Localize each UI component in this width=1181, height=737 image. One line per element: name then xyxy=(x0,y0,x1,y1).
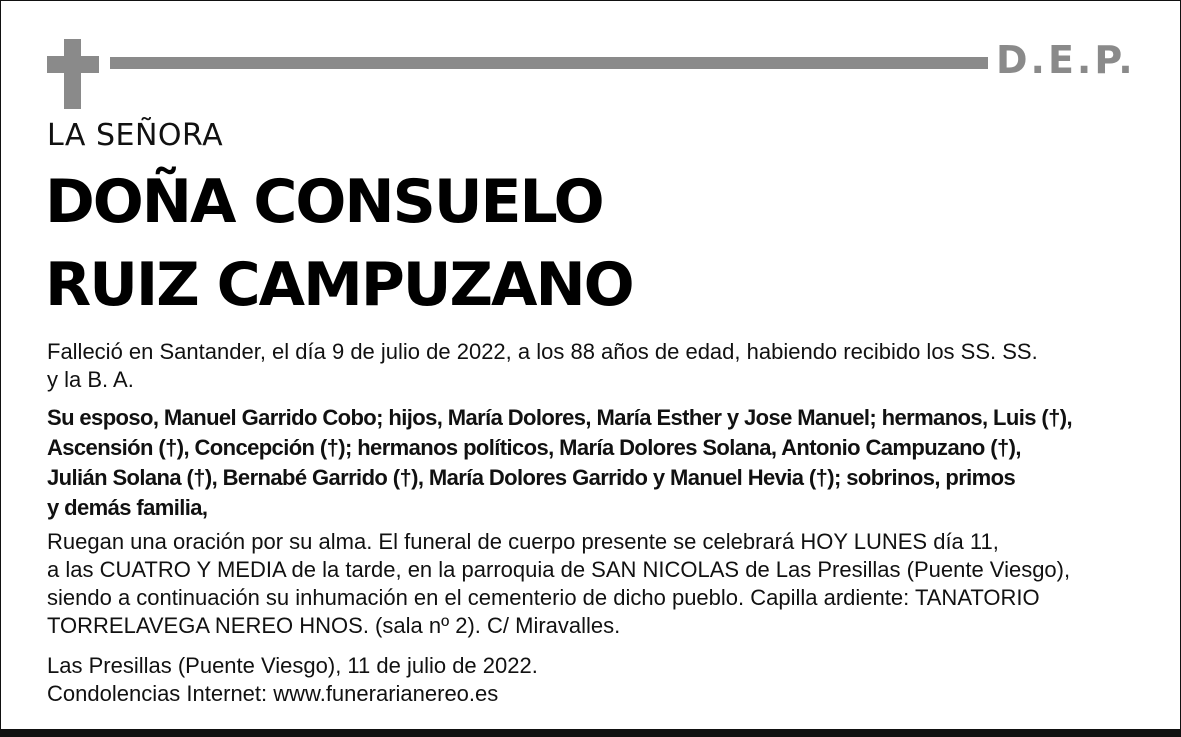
family-line: y demás familia, xyxy=(47,495,208,520)
salutation: LA SEÑORA xyxy=(47,118,224,153)
bottom-rule xyxy=(0,729,1181,737)
death-notice-line: y la B. A. xyxy=(47,367,134,392)
deceased-name-line2: RUIZ CAMPUZANO xyxy=(45,250,633,320)
funeral-line: TORRELAVEGA NEREO HNOS. (sala nº 2). C/ Miravalles. xyxy=(47,613,621,638)
condolences: Condolencias Internet: www.funerarianereo.es xyxy=(47,681,499,706)
family-line: Julián Solana (†), Bernabé Garrido (†), María Dolores Garrido y Manuel Hevia (†); sobrinos, primos xyxy=(47,465,1016,490)
funeral-line: Ruegan una oración por su alma. El funeral de cuerpo presente se celebrará HOY LUNES día 11, xyxy=(47,529,999,554)
place-date: Las Presillas (Puente Viesgo), 11 de julio de 2022. xyxy=(47,653,538,678)
funeral-info xyxy=(47,528,1157,640)
funeral-line: siendo a continuación su inhumación en el cementerio de dicho pueblo. Capilla ardiente: TANATORIO xyxy=(47,585,1040,610)
closing-info xyxy=(47,652,1157,708)
death-notice xyxy=(47,338,1157,394)
deceased-name-line1: DOÑA CONSUELO xyxy=(45,167,603,237)
death-notice-line: Falleció en Santander, el día 9 de julio de 2022, a los 88 años de edad, habiendo recibido los SS. SS. xyxy=(47,339,1038,364)
funeral-line: a las CUATRO Y MEDIA de la tarde, en la parroquia de SAN NICOLAS de Las Presillas (Puente Viesgo), xyxy=(47,557,1071,582)
dep-label: D.E.P. xyxy=(996,38,1136,82)
header-rule xyxy=(110,57,988,69)
family-list xyxy=(47,403,1157,523)
cross-icon xyxy=(47,39,99,109)
family-line: Su esposo, Manuel Garrido Cobo; hijos, María Dolores, María Esther y Jose Manuel; hermanos, Luis (†), xyxy=(47,405,1072,430)
family-line: Ascensión (†), Concepción (†); hermanos políticos, María Dolores Solana, Antonio Campuzano (†), xyxy=(47,435,1021,460)
